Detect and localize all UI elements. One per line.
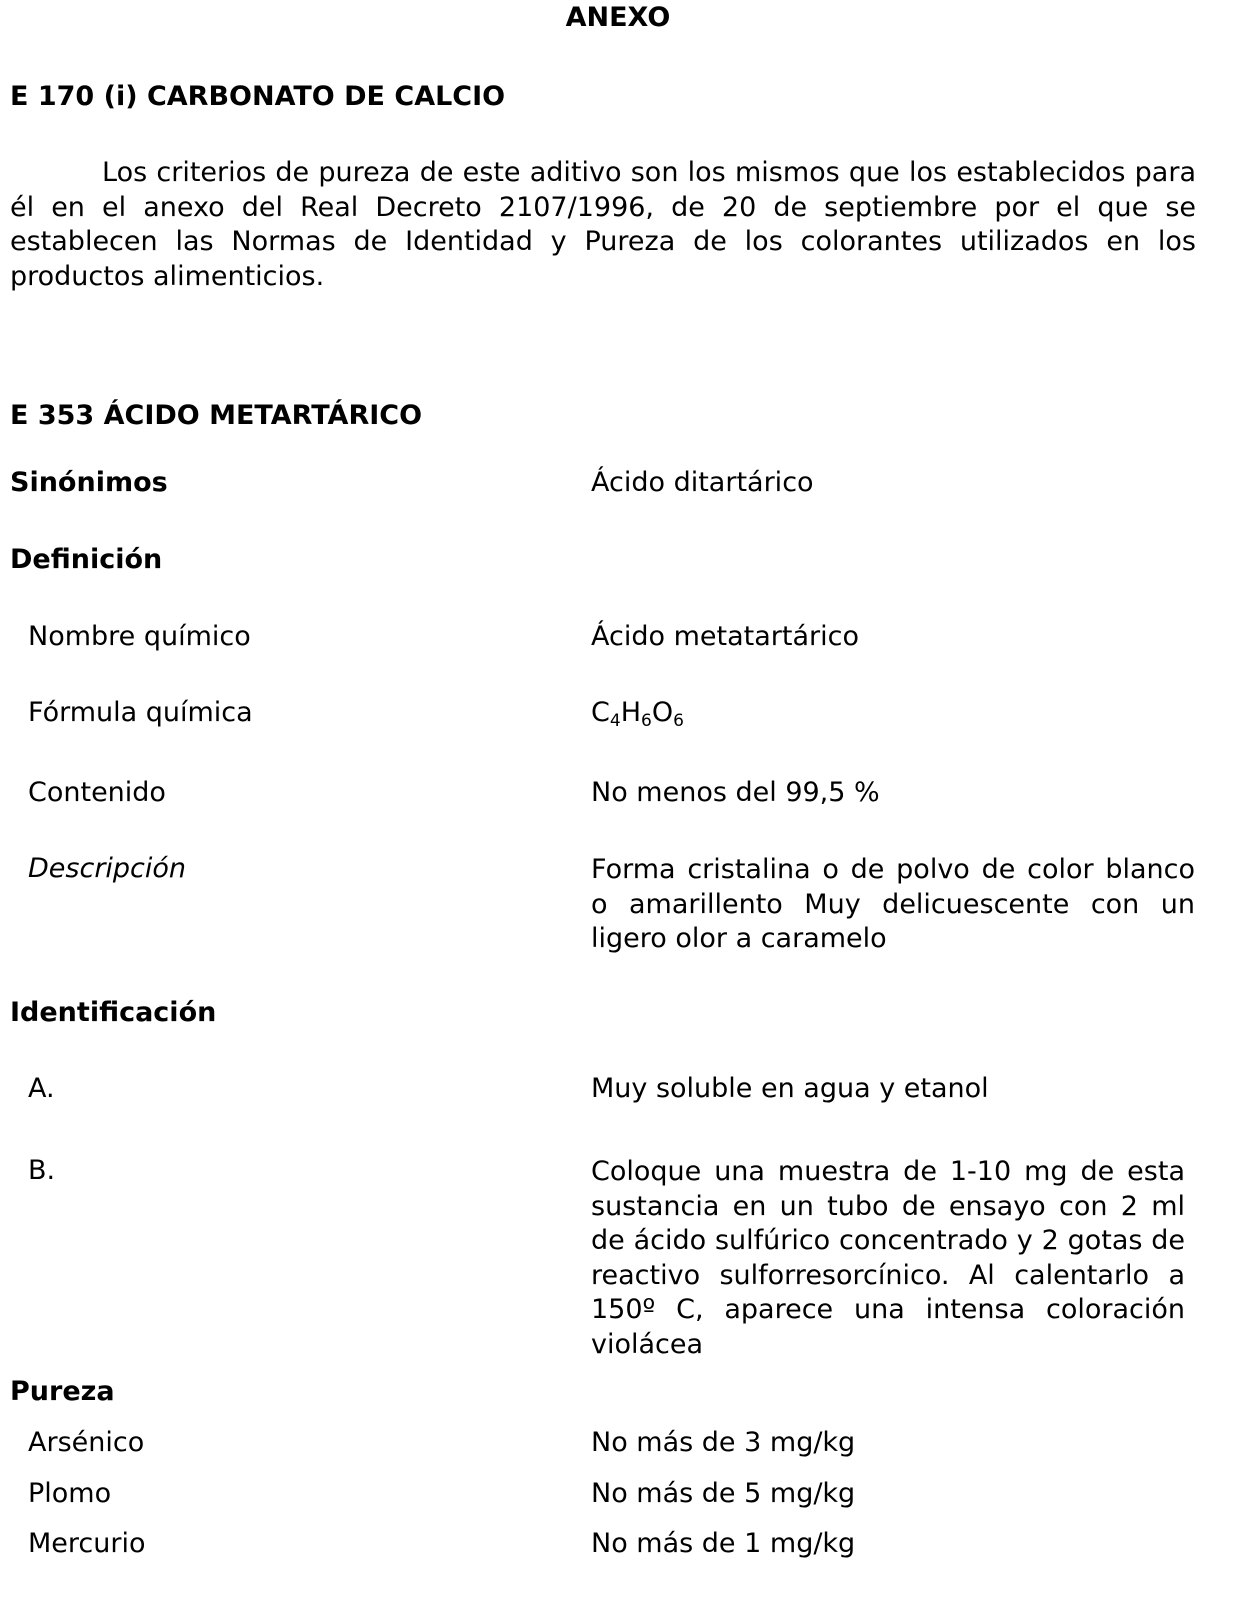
plomo-value: No más de 5 mg/kg — [591, 1478, 856, 1509]
section-heading-e170: E 170 (i) CARBONATO DE CALCIO — [10, 81, 506, 112]
formula-element-h: H — [620, 697, 641, 728]
annex-title: ANEXO — [565, 2, 671, 33]
formula-subscript-h: 6 — [641, 711, 652, 731]
mercurio-value: No más de 1 mg/kg — [591, 1528, 856, 1559]
formula-element-c: C — [591, 697, 610, 728]
nombre-quimico-label: Nombre químico — [28, 621, 251, 652]
arsenico-value: No más de 3 mg/kg — [591, 1427, 856, 1458]
definicion-label: Definición — [10, 544, 163, 575]
identificacion-b-label: B. — [28, 1155, 56, 1186]
identificacion-b-value: Coloque una muestra de 1-10 mg de esta sustancia en un tubo de ensayo con 2 ml de ácido sulfúrico concentrado y 2 gotas de reactivo sulforresorcínico. Al calentarlo a 150º C, aparece una intensa coloración violácea — [591, 1156, 1185, 1360]
identificacion-a-value: Muy soluble en agua y etanol — [591, 1073, 989, 1104]
section-heading-e353: E 353 ÁCIDO METARTÁRICO — [10, 400, 423, 431]
pureza-label: Pureza — [10, 1376, 115, 1407]
formula-subscript-o: 6 — [673, 711, 684, 731]
arsenico-label: Arsénico — [28, 1427, 145, 1458]
identificacion-label: Identificación — [10, 997, 217, 1028]
formula-quimica-label: Fórmula química — [28, 697, 253, 728]
sinonimos-label: Sinónimos — [10, 467, 168, 498]
descripcion-value: Forma cristalina o de polvo de color blanco o amarillento Muy delicuescente con un ligero olor a caramelo — [591, 854, 1195, 954]
formula-element-o: O — [651, 697, 674, 728]
nombre-quimico-value: Ácido metatartárico — [591, 621, 859, 652]
identificacion-a-label: A. — [28, 1073, 55, 1104]
mercurio-label: Mercurio — [28, 1528, 146, 1559]
contenido-label: Contenido — [28, 777, 166, 808]
descripcion-label: Descripción — [28, 853, 187, 884]
plomo-label: Plomo — [28, 1478, 112, 1509]
formula-subscript-c: 4 — [609, 711, 621, 731]
e170-paragraph — [10, 156, 1196, 294]
formula-quimica-value — [591, 697, 684, 731]
sinonimos-value: Ácido ditartárico — [591, 467, 814, 498]
e170-paragraph-text: Los criterios de pureza de este aditivo son los mismos que los establecidos para él en el anexo del Real Decreto 2107/1996, de 20 de septiembre por el que se establecen las Normas de Identidad y Pureza de los colorantes utilizados en los productos alimenticios. — [10, 157, 1196, 292]
contenido-value: No menos del 99,5 % — [591, 777, 880, 808]
